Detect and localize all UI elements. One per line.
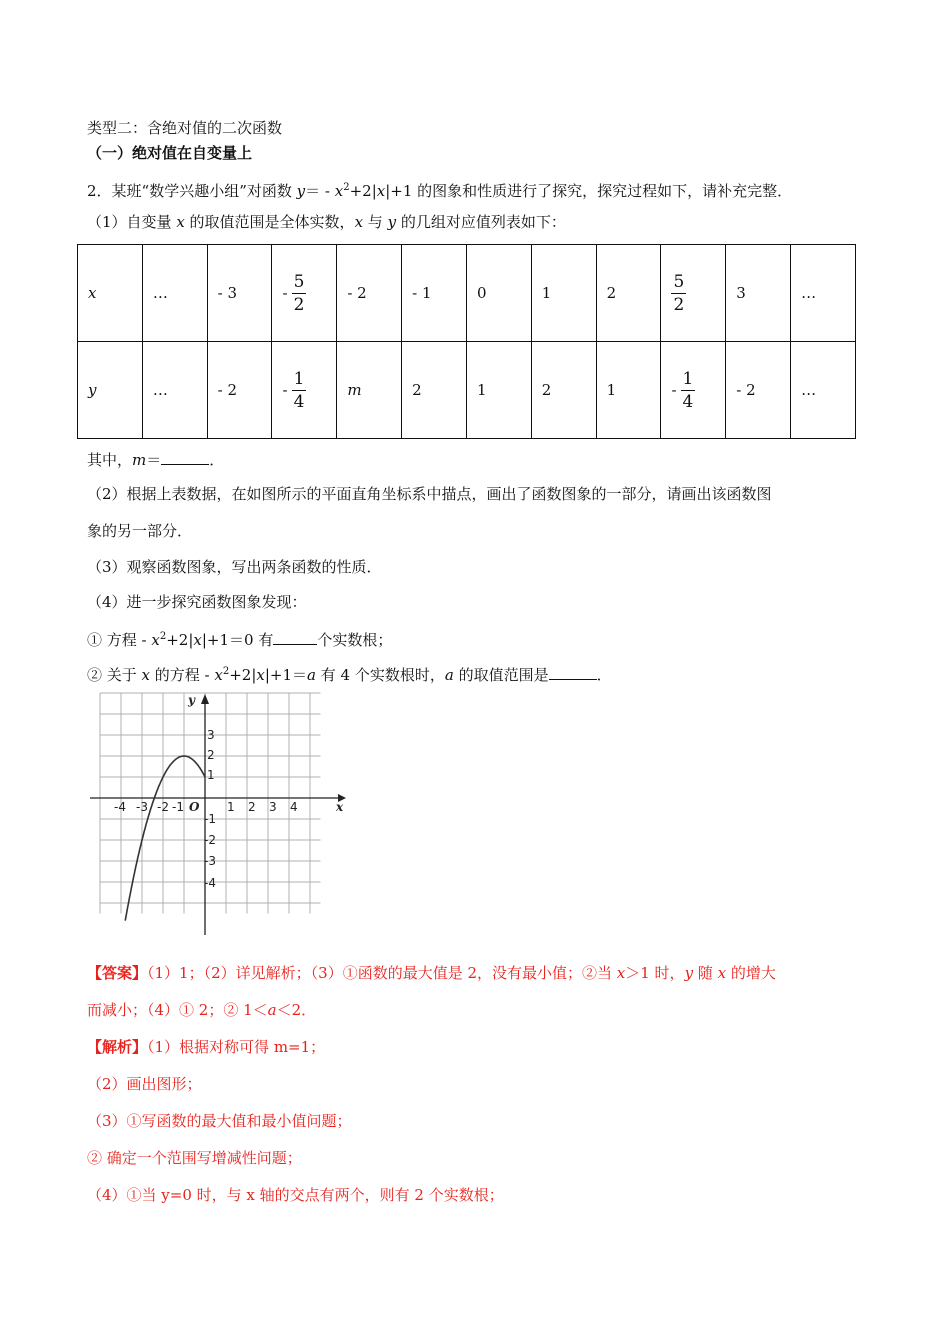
y-axis-arrow-icon [201,694,209,704]
analysis-line-1: 【解析】（1）根据对称可得 m=1； [87,1038,326,1056]
question-2: ② 关于 x 的方程 - $x^2+2|x|+1=a$ 有 4 个实数根时，a 的取值范围是 ． [87,666,612,684]
table-cell: - 3 [207,245,272,342]
type-title: 类型二：含绝对值的二次函数 [87,119,283,137]
x-axis-label: x [336,800,344,814]
answer-blank[interactable] [549,665,597,680]
problem-intro: 2．某班“数学兴趣小组”对函数 $y= - x^2+2|x|+1$ 的图象和性质进行了探究，探究过程如下，请补充完整． [87,182,793,200]
table-cell: … [142,342,207,439]
y-tick-label: -1 [204,812,216,826]
x-tick-label: -2 [157,800,169,814]
part1-text: （1）自变量 x 的取值范围是全体实数，x 与 y 的几组对应值列表如下： [87,213,566,231]
x-tick-label: -3 [136,800,148,814]
origin-label: O [189,800,200,814]
part2-text: （2）根据上表数据，在如图所示的平面直角坐标系中描点，画出了函数图象的一部分，请画出该函数图 [87,485,772,503]
x-tick-label: -4 [114,800,126,814]
x-tick-label: 3 [269,800,277,814]
table-cell: m [337,342,402,439]
y-tick-label: -2 [204,833,216,847]
table-cell: 2 [596,245,661,342]
table-cell: - $\frac{1}{4}$ [661,342,726,439]
table-cell: - $\frac{1}{4}$ [272,342,337,439]
m-answer-line: 其中，m＝ ． [87,451,225,469]
table-row-x [78,245,856,342]
part3-text: （3）观察函数图象，写出两条函数的性质． [87,558,382,576]
table-cell: y [78,342,143,439]
x-tick-label: 1 [227,800,235,814]
answer-line-2: 而减小；（4）① 2；② 1＜a＜2． [87,1001,317,1019]
analysis-line-4: ② 确定一个范围写增减性问题； [87,1149,302,1167]
table-cell: 1 [466,342,531,439]
table-cell: 2 [531,342,596,439]
y-axis-label: y [188,693,195,707]
table-cell: 2 [402,342,467,439]
analysis-line-2: （2）画出图形； [87,1075,202,1093]
answer-blank[interactable] [273,630,317,645]
analysis-line-5: （4）①当 y=0 时，与 x 轴的交点有两个，则有 2 个实数根； [87,1186,504,1204]
y-tick-label: 1 [207,768,215,782]
value-table [77,244,856,439]
x-tick-label: 2 [248,800,256,814]
coordinate-graph [88,690,353,940]
table-cell: 3 [726,245,791,342]
table-cell: 1 [531,245,596,342]
table-cell: … [791,245,856,342]
table-cell: x [78,245,143,342]
table-cell: - $\frac{5}{2}$ [272,245,337,342]
table-cell: - 2 [726,342,791,439]
table-cell: - 2 [207,342,272,439]
table-cell: 1 [596,342,661,439]
y-tick-label: -4 [204,876,216,890]
table-cell: … [791,342,856,439]
table-cell: 0 [466,245,531,342]
table-row-y [78,342,856,439]
y-tick-label: 3 [207,728,215,742]
table-cell: … [142,245,207,342]
part2-text-cont: 象的另一部分． [87,522,193,540]
table-cell: - 1 [402,245,467,342]
part4-text: （4）进一步探究函数图象发现： [87,593,307,611]
function-curve [125,756,205,921]
table-cell: - 2 [337,245,402,342]
answer-blank[interactable] [161,450,209,465]
x-tick-label: 4 [290,800,298,814]
x-tick-label: -1 [172,800,184,814]
y-tick-label: -3 [204,854,216,868]
table-cell: $\frac{5}{2}$ [661,245,726,342]
section-subtitle: （一）绝对值在自变量上 [87,144,253,162]
question-1: ① 方程 - $x^2+2|x|+1=0$ 有 个实数根； [87,631,393,649]
analysis-line-3: （3）①写函数的最大值和最小值问题； [87,1112,352,1130]
y-tick-label: 2 [207,748,215,762]
answer-line-1: 【答案】（1）1；（2）详见解析；（3）①函数的最大值是 2，没有最小值；②当 x＞1 时，y 随 x 的增大 [87,964,776,982]
